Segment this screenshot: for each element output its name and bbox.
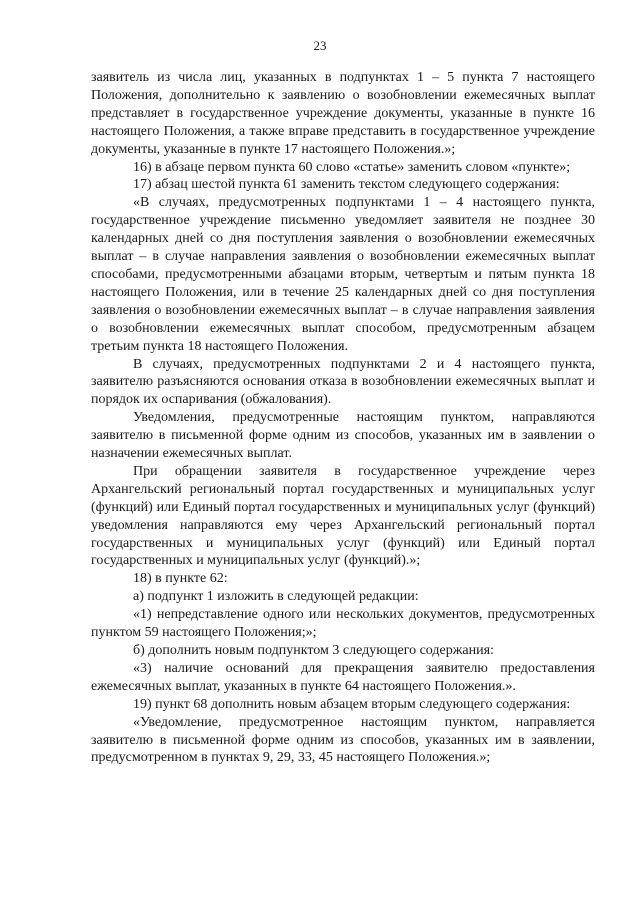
paragraph-10: «1) непредставление одного или нескольких документов, предусмотренных пунктом 59 настоящего Положения;»; [91, 607, 595, 641]
paragraph-5: В случаях, предусмотренных подпунктами 2 и 4 настоящего пункта, заявителю разъясняются основания отказа в возобновлении ежемесячных выплат и порядок их оспаривания (обжалования). [91, 356, 595, 408]
paragraph-13: 19) пункт 68 дополнить новым абзацем вторым следующего содержания: [133, 696, 571, 712]
paragraph-3: 17) абзац шестой пункта 61 заменить текстом следующего содержания: [133, 177, 560, 193]
paragraph-7: При обращении заявителя в государственное учреждение через Архангельский региональный портал государственных и муниципальных услуг (функций) или Единый портал государственных и муниципальных услуг (функций) уведомления направляются ему через Архангельский региональный портал государственных и муниципальных услуг (функций) или Единый портал государственных и муниципальных услуг (функций).»; [91, 463, 595, 569]
paragraph-8: 18) в пункте 62: [133, 571, 228, 587]
paragraph-6: Уведомления, предусмотренные настоящим пунктом, направляются заявителю в письменной форме одним из способов, указанных им в заявлении о назначении ежемесячных выплат. [91, 410, 595, 462]
paragraph-1: заявитель из числа лиц, указанных в подпунктах 1 – 5 пункта 7 настоящего Положения, дополнительно к заявлению о возобновлении ежемесячных выплат представляет в государственное учреждение документы, указанные в пункте 16 настоящего Положения, а также вправе представить в государственное учреждение документы, указанные в пункте 17 настоящего Положения.»; [91, 70, 595, 157]
paragraph-11: б) дополнить новым подпунктом 3 следующего содержания: [133, 643, 494, 658]
paragraph-4: «В случаях, предусмотренных подпунктами 1 – 4 настоящего пункта, государственное учреждение письменно уведомляет заявителя не позднее 30 календарных дней со дня поступления заявления о возобновлении ежемесячных выплат – в случае направления заявления о возобновлении ежемесячных выплат способами, предусмотренными абзацами вторым, четвертым и пятым пункта 18 настоящего Положения, или в течение 25 календарных дней со дня поступления заявления о возобновлении ежемесячных выплат – в случае направления заявления о возобновлении ежемесячных выплат способом, предусмотренным абзацем третьим пункта 18 настоящего Положения. [91, 195, 595, 354]
document-body [91, 69, 595, 767]
paragraph-9: а) подпункт 1 изложить в следующей редакции: [133, 589, 419, 605]
page-number: 23 [313, 38, 327, 53]
paragraph-12: «3) наличие оснований для прекращения заявителю предоставления ежемесячных выплат, указанных в пункте 64 настоящего Положения.». [91, 660, 595, 694]
paragraph-2: 16) в абзаце первом пункта 60 слово «статье» заменить словом «пункте»; [133, 159, 571, 175]
paragraph-14: «Уведомление, предусмотренное настоящим пунктом, направляется заявителю в письменной форме одним из способов, указанных им в заявлении, предусмотренном в пунктах 9, 29, 33, 45 настоящего Положения.»; [91, 714, 595, 766]
